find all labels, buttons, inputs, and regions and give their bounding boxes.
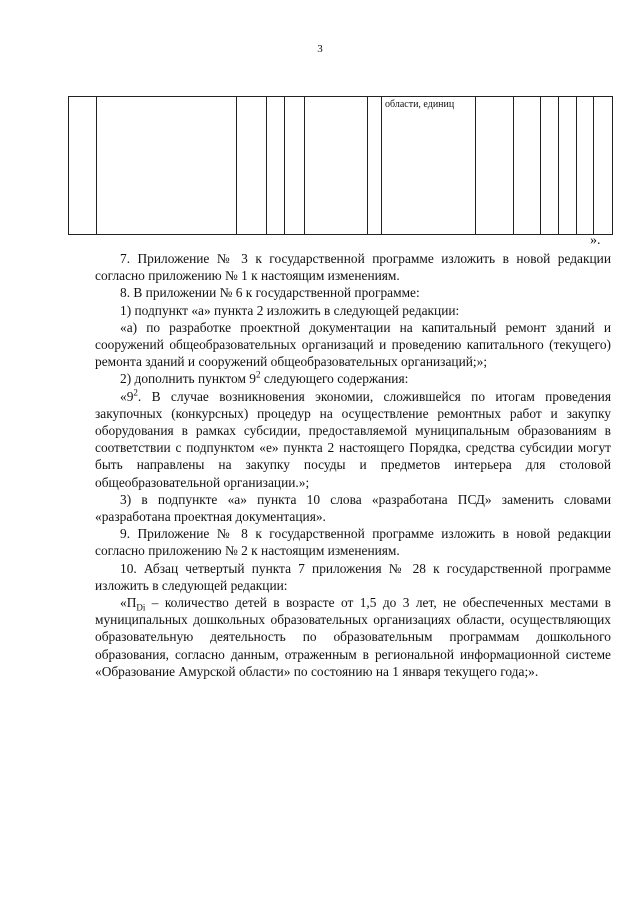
paragraph-9: 9. Приложение № 8 к государственной программе изложить в новой редакции согласно приложению № 2 к настоящим изменениям.	[95, 526, 611, 559]
table-cell-region-units: области, единиц	[382, 97, 476, 235]
table-cell	[514, 97, 541, 235]
paragraph-8-item-1-text: «а) по разработке проектной документации на капитальный ремонт зданий и сооружений общеобразовательных организаций и проведению капитального (текущего) ремонта зданий и сооружений общеобразовательных организаций;»;	[95, 319, 611, 370]
subscript: Di	[136, 602, 146, 613]
table-cell	[368, 97, 382, 235]
table-cell	[577, 97, 594, 235]
superscript: 2	[256, 369, 261, 380]
paragraph-8-item-2	[95, 370, 611, 387]
paragraph-10: 10. Абзац четвертый пункта 7 приложения № 28 к государственной программе изложить в следующей редакции:	[95, 560, 611, 593]
paragraph-7: 7. Приложение № 3 к государственной программе изложить в новой редакции согласно приложению № 1 к настоящим изменениям.	[95, 251, 611, 284]
superscript: 2	[133, 387, 138, 398]
continued-table	[68, 96, 613, 235]
formula-symbol: «П	[120, 595, 137, 611]
table-cell	[476, 97, 514, 235]
document-body	[95, 250, 611, 680]
table-cell	[559, 97, 577, 235]
point-9-2-body: . В случае возникновения экономии, сложившейся по итогам проведения закупочных (конкурсных) процедур на осуществление ремонтных работ и закупку оборудования в рамках субсидии, предоставляемой муниципальным образованиям в соответствии с подпунктом «е» пункта 2 настоящего Порядка, средства субсидии могут быть направлены на закупку посуды и предметов интерьера для столовой общеобразовательной организации.»;	[95, 388, 611, 490]
point-9-2-number: «9	[120, 388, 134, 404]
item-2-text: 2) дополнить пунктом 9	[120, 371, 257, 387]
table-cell	[305, 97, 368, 235]
item-2-text-end: следующего содержания:	[260, 371, 409, 387]
table-cell	[69, 97, 97, 235]
formula-definition: – количество детей в возрасте от 1,5 до 3 лет, не обеспеченных местами в муниципальных дошкольных образовательных организациях области, осуществляющих образовательную деятельность по образовательным программам дошкольного образования, согласно данным, отраженным в региональной информационной системе «Образование Амурской области» по состоянию на 1 января текущего года;».	[95, 595, 611, 679]
paragraph-10-quote	[95, 594, 611, 680]
closing-quote: ».	[590, 233, 601, 248]
page-number: 3	[317, 43, 323, 55]
paragraph-8: 8. В приложении № 6 к государственной программе:	[120, 285, 420, 301]
table-cell	[97, 97, 237, 235]
paragraph-8-item-3: 3) в подпункте «а» пункта 10 слова «разработана ПСД» заменить словами «разработана проектная документация».	[95, 491, 611, 525]
table-cell	[285, 97, 305, 235]
point-9-2-text	[95, 388, 611, 491]
table-cell	[237, 97, 267, 235]
table-cell	[594, 97, 613, 235]
paragraph-8-item-1: 1) подпункт «а» пункта 2 изложить в следующей редакции:	[120, 302, 460, 318]
table-cell	[541, 97, 559, 235]
table-cell	[267, 97, 285, 235]
